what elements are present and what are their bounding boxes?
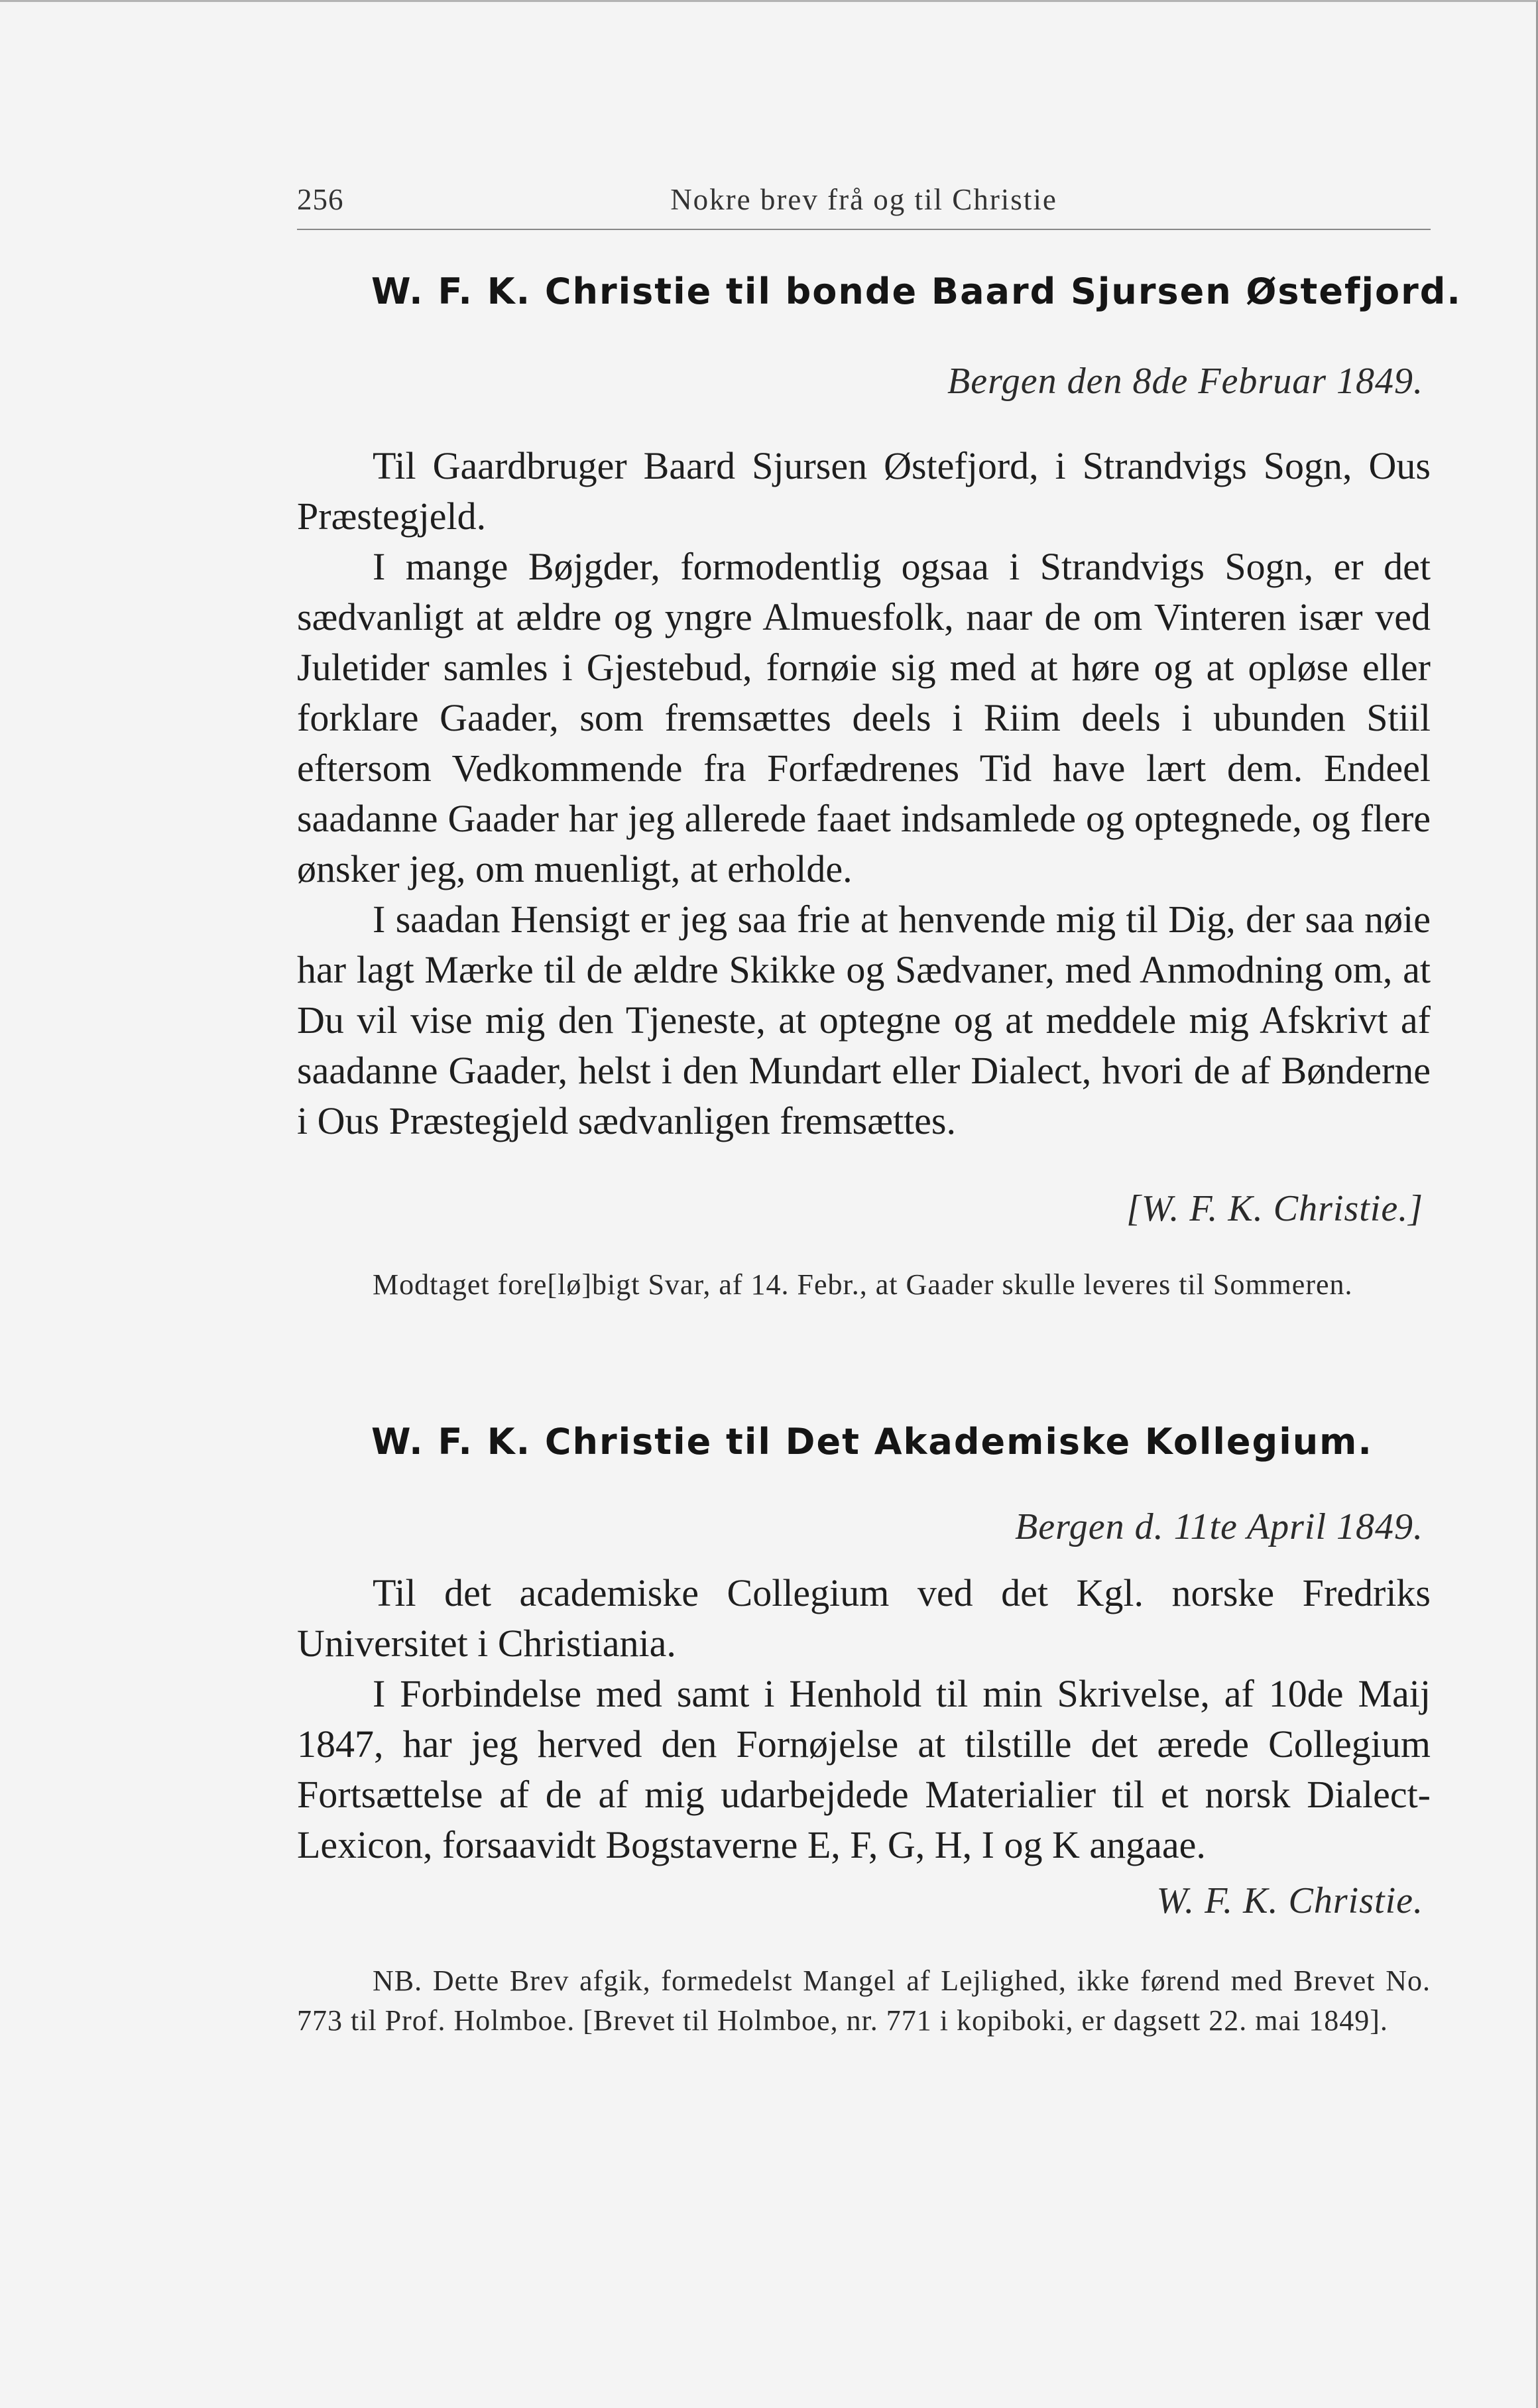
- letter2-note: [297, 1961, 1431, 2041]
- letter2-note-text: NB. Dette Brev afgik, formedelst Mangel af Lejlighed, ikke førend med Brevet No. 773 til Prof. Holmboe. [Brevet til Holmboe, nr. 771 i kopiboki, er dagsett 22. mai 1849].: [297, 1964, 1431, 2037]
- letter2-signature: W. F. K. Christie.: [1156, 1880, 1423, 1921]
- letter1-paragraph: I saadan Hensigt er jeg saa frie at henvende mig til Dig, der saa nøie har lagt Mærke til de ældre Skikke og Sædvaner, med Anmodning om, at Du vil vise mig den Tjeneste, at optegne og at meddele mig Afskrivt af saadanne Gaader, helst i den Mundart eller Dialect, hvori de af Bønderne i Ous Præstegjeld sædvanligen fremsættes.: [297, 898, 1431, 1142]
- letter1-note-text: Modtaget fore[lø]bigt Svar, af 14. Febr., at Gaader skulle leveres til Sommeren.: [373, 1268, 1353, 1301]
- running-title: Nokre brev frå og til Christie: [670, 183, 1057, 216]
- letter2-dateline: Bergen d. 11te April 1849.: [1015, 1506, 1423, 1547]
- running-header: [297, 182, 1431, 230]
- letter1-heading: W. F. K. Christie til bonde Baard Sjursen Østefjord.: [371, 271, 1462, 312]
- letter1-paragraph: Til Gaardbruger Baard Sjursen Østefjord, i Strandvigs Sogn, Ous Præstegjeld.: [297, 444, 1431, 538]
- letter1-note: [297, 1265, 1431, 1305]
- letter2-paragraph: Til det academiske Collegium ved det Kgl. norske Fredriks Universitet i Christiania.: [297, 1571, 1431, 1665]
- letter1-body: [297, 441, 1431, 1146]
- page-number: 256: [297, 183, 344, 216]
- letter1-signature: [W. F. K. Christie.]: [1126, 1188, 1423, 1229]
- letter2-body: [297, 1568, 1431, 1870]
- letter1-dateline: Bergen den 8de Februar 1849.: [947, 361, 1423, 402]
- letter1-paragraph: I mange Bøjgder, formodentlig ogsaa i Strandvigs Sogn, er det sædvanligt at ældre og yngre Almuesfolk, naar de om Vinteren især ved Juletider samles i Gjestebud, fornøie sig med at høre og at opløse eller forklare Gaader, som fremsættes deels i Riim deels i ubunden Stiil eftersom Vedkommende fra Forfædrenes Tid have lært dem. Endeel saadanne Gaader har jeg allerede faaet indsamlede og optegnede, og flere ønsker jeg, om muenligt, at erholde.: [297, 545, 1431, 890]
- letter2-heading: W. F. K. Christie til Det Akademiske Kollegium.: [371, 1421, 1373, 1463]
- letter2-paragraph: I Forbindelse med samt i Henhold til min Skrivelse, af 10de Maij 1847, har jeg herved den Fornøjelse at tilstille det ærede Collegium Fortsættelse af de af mig udarbejdede Materialier til et norsk Dialect-Lexicon, forsaavidt Bogstaverne E, F, G, H, I og K angaae.: [297, 1672, 1431, 1866]
